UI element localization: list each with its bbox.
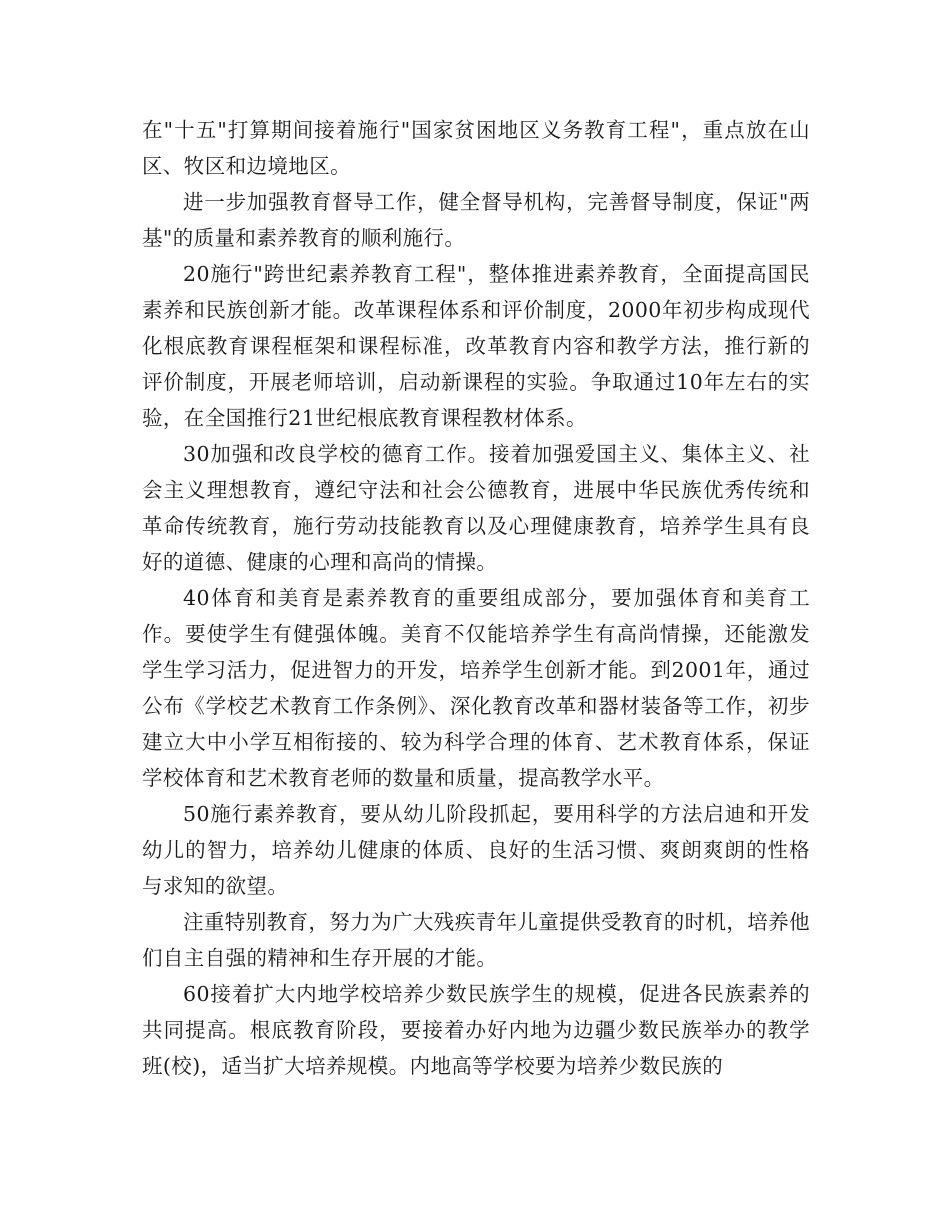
paragraph-5: 40体育和美育是素养教育的重要组成部分，要加强体育和美育工作。要使学生有健强体魄。美育不仅能培养学生有高尚情操，还能激发学生学习活力，促进智力的开发，培养学生创新才能。到2001年，通过公布《学校艺术教育工作条例》、深化教育改革和器材装备等工作，初步建立大中小学互相衔接的、较为科学合理的体育、艺术教育体系，保证学校体育和艺术教育老师的数量和质量，提高教学水平。	[142, 586, 810, 790]
paragraph-4: 30加强和改良学校的德育工作。接着加强爱国主义、集体主义、社会主义理想教育，遵纪守法和社会公德教育，进展中华民族优秀传统和革命传统教育，施行劳动技能教育以及心理健康教育，培养学生具有良好的道德、健康的心理和高尚的情操。	[142, 442, 810, 574]
paragraph-1: 在"十五"打算期间接着施行"国家贫困地区义务教育工程"，重点放在山区、牧区和边境地区。	[142, 118, 810, 178]
paragraph-6: 50施行素养教育，要从幼儿阶段抓起，要用科学的方法启迪和开发幼儿的智力，培养幼儿健康的体质、良好的生活习惯、爽朗爽朗的性格与求知的欲望。	[142, 802, 810, 898]
paragraph-2: 进一步加强教育督导工作，健全督导机构，完善督导制度，保证"两基"的质量和素养教育的顺利施行。	[142, 190, 810, 250]
paragraph-8: 60接着扩大内地学校培养少数民族学生的规模，促进各民族素养的共同提高。根底教育阶段，要接着办好内地为边疆少数民族举办的教学班(校)，适当扩大培养规模。内地高等学校要为培养少数民族的	[142, 982, 810, 1078]
paragraph-3: 20施行"跨世纪素养教育工程"，整体推进素养教育，全面提高国民素养和民族创新才能。改革课程体系和评价制度，2000年初步构成现代化根底教育课程框架和课程标准，改革教育内容和教学方法，推行新的评价制度，开展老师培训，启动新课程的实验。争取通过10年左右的实验，在全国推行21世纪根底教育课程教材体系。	[142, 262, 810, 430]
document-body	[142, 112, 810, 1084]
paragraph-7: 注重特别教育，努力为广大残疾青年儿童提供受教育的时机，培养他们自主自强的精神和生存开展的才能。	[142, 910, 810, 970]
